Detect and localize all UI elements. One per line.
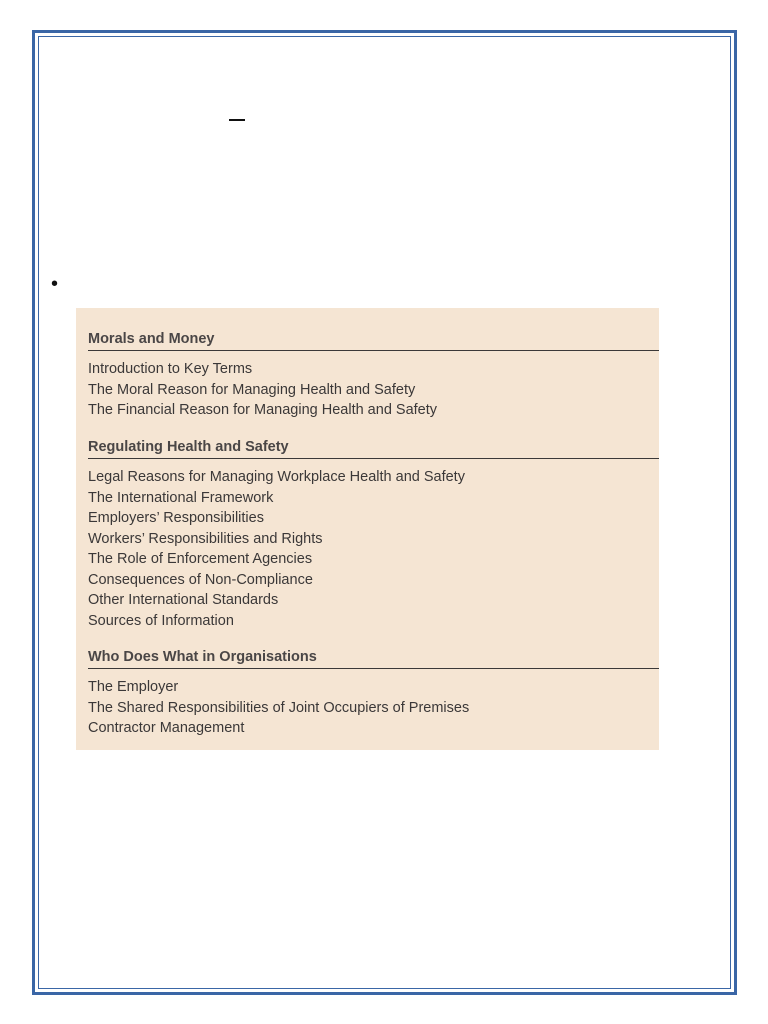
toc-section-morals-and-money	[76, 330, 659, 421]
list-item: Workers’ Responsibilities and Rights	[88, 530, 323, 547]
list-item: The Financial Reason for Managing Health and Safety	[88, 402, 438, 418]
list-item: Contractor Management	[88, 720, 245, 736]
list-item: The Shared Responsibilities of Joint Occupiers of Premises	[88, 699, 470, 716]
list-item: Introduction to Key Terms	[88, 361, 253, 377]
toc-section-regulating-health-and-safety	[76, 438, 659, 631]
section-item-list	[76, 677, 659, 739]
list-item: The Employer	[88, 679, 179, 695]
list-item: Sources of Information	[88, 612, 234, 629]
section-item-list	[76, 467, 659, 631]
section-heading: Who Does What in Organisations	[88, 649, 317, 665]
list-item: Legal Reasons for Managing Workplace Health and Safety	[88, 469, 465, 485]
dash-mark	[229, 119, 245, 121]
list-item: Employers’ Responsibilities	[88, 510, 264, 526]
list-item: Consequences of Non-Compliance	[88, 571, 313, 588]
list-item: Other International Standards	[88, 592, 279, 608]
section-heading: Morals and Money	[88, 331, 215, 347]
bullet-icon: •	[51, 273, 59, 295]
section-heading: Regulating Health and Safety	[88, 439, 289, 455]
list-item: The Role of Enforcement Agencies	[88, 551, 313, 567]
toc-section-who-does-what	[76, 648, 659, 739]
list-item: The International Framework	[88, 489, 274, 506]
list-item: The Moral Reason for Managing Health and Safety	[88, 381, 416, 398]
contents-box	[76, 308, 659, 750]
section-item-list	[76, 359, 659, 421]
